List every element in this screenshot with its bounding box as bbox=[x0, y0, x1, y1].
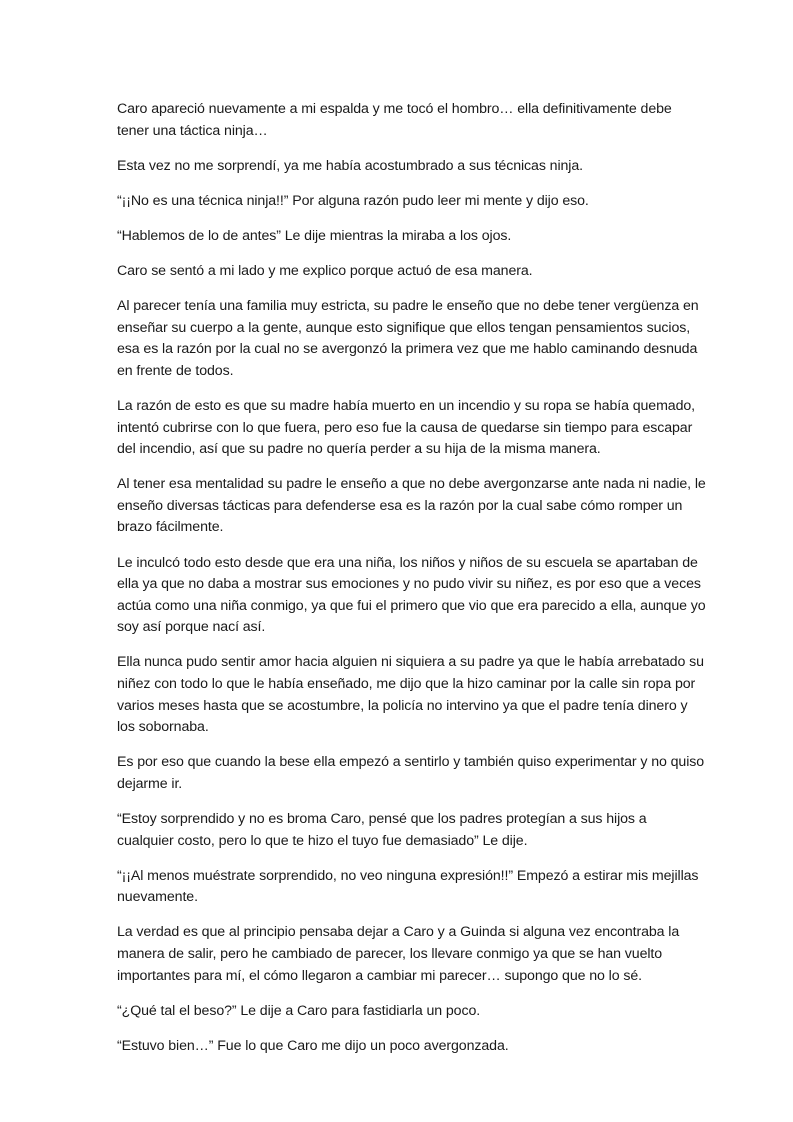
paragraph: “¡¡No es una técnica ninja!!” Por alguna razón pudo leer mi mente y dijo eso. bbox=[117, 192, 589, 209]
paragraph: Al parecer tenía una familia muy estricta, su padre le enseño que no debe tener vergüenza en enseñar su cuerpo a la gente, aunque esto signifique que ellos tengan pensamientos sucios, esa es la razón por la cual no se avergonzó la primera vez que me hablo caminando desnuda en frente de todos. bbox=[117, 298, 699, 379]
paragraph: “Estoy sorprendido y no es broma Caro, pensé que los padres protegían a sus hijos a cualquier costo, pero lo que te hizo el tuyo fue demasiado” Le dije. bbox=[117, 810, 647, 849]
paragraph: Le inculcó todo esto desde que era una niña, los niños y niños de su escuela se apartaban de ella ya que no daba a mostrar sus emociones y no pudo vivir su niñez, es por eso que a veces actúa como una niña conmigo, ya que fui el primero que vio que era parecido a ella, aunque yo soy así porque nací así. bbox=[117, 554, 706, 636]
paragraph: Es por eso que cuando la bese ella empezó a sentirlo y también quiso experimentar y no quiso dejarme ir. bbox=[117, 754, 705, 792]
paragraph: Ella nunca pudo sentir amor hacia alguien ni siquiera a su padre ya que le había arrebatado su niñez con todo lo que le había enseñado, me dijo que la hizo caminar por la calle sin ropa por varios meses hasta que se acostumbre, la policía no intervino ya que el padre tenía dinero y los sobornaba. bbox=[117, 654, 704, 736]
paragraph: Caro se sentó a mi lado y me explico porque actuó de esa manera. bbox=[117, 262, 533, 279]
paragraph: “Hablemos de lo de antes” Le dije mientras la miraba a los ojos. bbox=[117, 227, 512, 244]
paragraph: Esta vez no me sorprendí, ya me había acostumbrado a sus técnicas ninja. bbox=[117, 157, 583, 174]
document-body bbox=[117, 99, 707, 1071]
paragraph: Caro apareció nuevamente a mi espalda y me tocó el hombro… ella definitivamente debe tener una táctica ninja… bbox=[117, 101, 672, 139]
paragraph: Al tener esa mentalidad su padre le enseño a que no debe avergonzarse ante nada ni nadie, le enseño diversas tácticas para defenderse esa es la razón por la cual sabe cómo romper un brazo fácilmente. bbox=[117, 476, 706, 536]
paragraph: “¡¡Al menos muéstrate sorprendido, no veo ninguna expresión!!” Empezó a estirar mis mejillas nuevamente. bbox=[117, 867, 699, 906]
paragraph: “¿Qué tal el beso?” Le dije a Caro para fastidiarla un poco. bbox=[117, 1002, 481, 1019]
paragraph: “Estuvo bien…” Fue lo que Caro me dijo un poco avergonzada. bbox=[117, 1037, 509, 1054]
paragraph: La verdad es que al principio pensaba dejar a Caro y a Guinda si alguna vez encontraba la manera de salir, pero he cambiado de parecer, los llevare conmigo ya que se han vuelto importantes para mí, el cómo llegaron a cambiar mi parecer… supongo que no lo sé. bbox=[117, 924, 680, 984]
paragraph: La razón de esto es que su madre había muerto en un incendio y su ropa se había quemado, intentó cubrirse con lo que fuera, pero eso fue la causa de quedarse sin tiempo para escapar del incendio, así que su padre no quería perder a su hija de la misma manera. bbox=[117, 397, 696, 458]
